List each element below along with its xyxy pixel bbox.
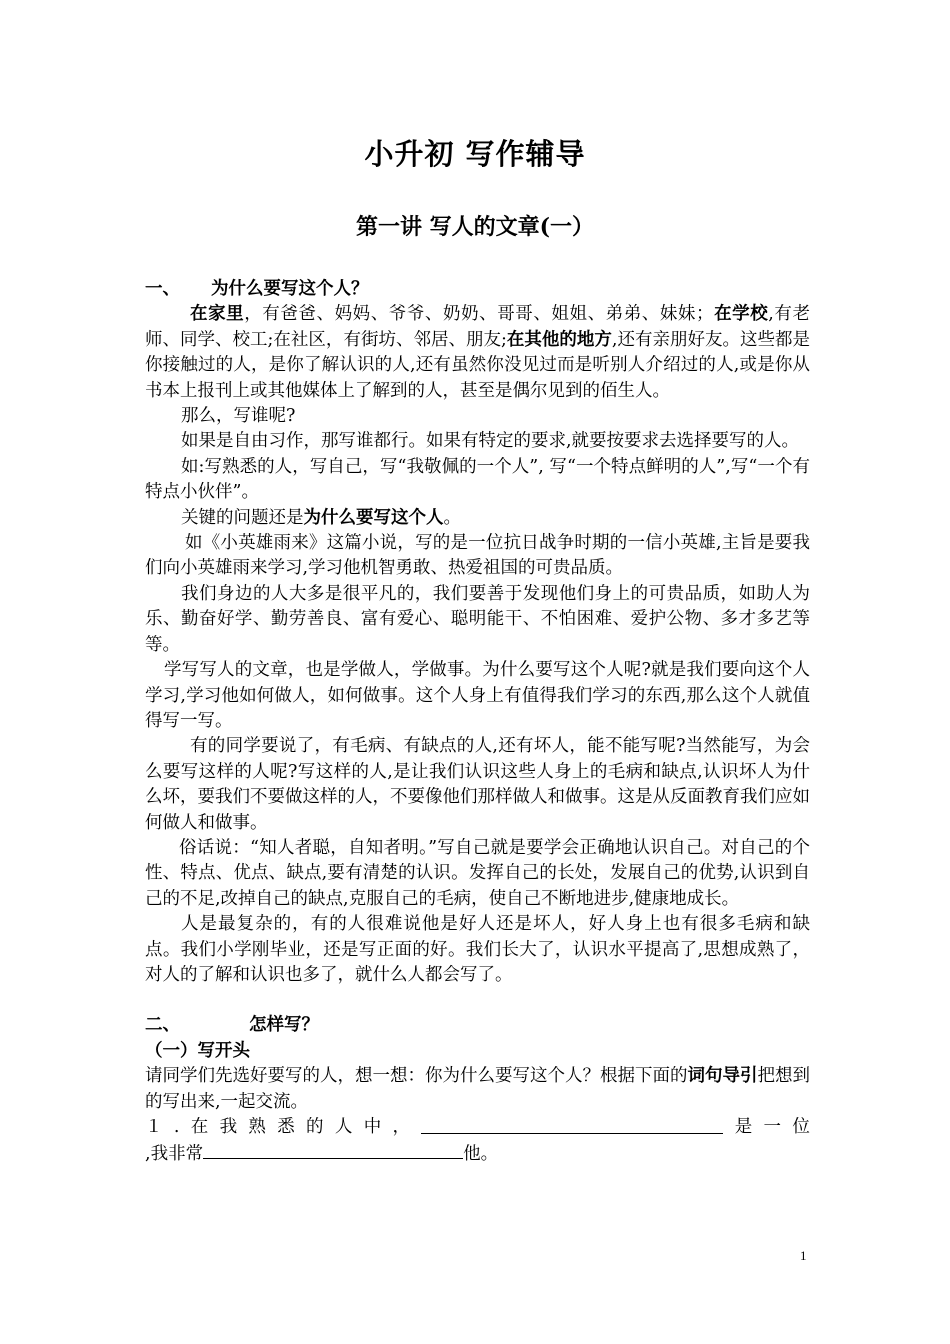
bold-phrase: 在其他的地方	[506, 329, 612, 350]
paragraph: 学写写人的文章，也是学做人，学做事。为什么要写这个人呢?就是我们要向这个人学习,学习他如何做人，如何做事。这个人身上有值得我们学习的东西,那么这个人就值得写一写。	[145, 660, 810, 731]
exercise-char: 一	[763, 1117, 782, 1137]
document-body	[145, 277, 810, 1168]
exercise-char: 在	[190, 1117, 209, 1137]
exercise-char: ，	[392, 1117, 411, 1137]
paragraph	[145, 302, 810, 404]
text-run: 。	[443, 507, 461, 528]
text-run: ,有老师、同学、校工;在社区，有街坊、邻居、朋友;	[145, 304, 811, 350]
paragraph: 如果是自由习作，那写谁都行。如果有特定的要求,就要按要求去选择要写的人。	[181, 431, 800, 452]
exercise-char: 熟	[248, 1117, 266, 1137]
subsection-heading: （一）写开头	[145, 1040, 250, 1061]
text-run: 他。	[463, 1144, 499, 1165]
paragraph: 如《小英雄雨来》这篇小说，写的是一位抗日战争时期的一信小英雄,主旨是要我们向小英雄雨来学习,学习他机智勇敢、热爱祖国的可贵品质。	[145, 533, 810, 579]
exercise-char: １	[145, 1117, 163, 1137]
page-title: 小升初 写作辅导	[364, 137, 586, 171]
section-heading-text: 怎样写？	[249, 1015, 319, 1036]
paragraph: 那么，写谁呢?	[181, 406, 296, 427]
section-heading-1	[145, 277, 810, 302]
exercise-char: 中	[363, 1117, 382, 1137]
spacer	[145, 988, 810, 1013]
exercise-char: 是	[734, 1117, 753, 1137]
paragraph	[145, 506, 810, 531]
section-heading-2	[145, 1013, 810, 1038]
text-run: 把想到的写出来,一起交流。	[145, 1066, 810, 1112]
paragraph	[145, 1064, 810, 1115]
exercise-char: 位	[792, 1117, 810, 1137]
text-run: ,我非常	[145, 1144, 204, 1165]
exercise-char: 人	[334, 1117, 353, 1137]
text-run: ,还有亲朋好友。这些都是你接触过的人，是你了解认识的人,还有虽然你没见过而是听别人介绍过的人,或是你从书本上报刊上或其他媒体上了解到的人，甚至是偶尔见到的佰生人。	[145, 329, 811, 401]
bold-phrase: 在家里	[190, 304, 245, 325]
exercise-char: .	[173, 1117, 180, 1137]
section-number: 二、	[145, 1015, 180, 1036]
exercise-char: 悉	[277, 1117, 295, 1137]
lecture-subtitle: 第一讲 写人的文章(一）	[355, 214, 595, 240]
paragraph: 如:写熟悉的人，写自己，写“我敬佩的一个人”, 写“一个特点鲜明的人”,写“一个有特点小伙伴”。	[145, 456, 810, 503]
section-number: 一、	[145, 279, 180, 299]
paragraph: 我们身边的人大多是很平凡的，我们要善于发现他们身上的可贵品质，如助人为乐、勤奋好学、勤劳善良、富有爱心、聪明能干、不怕困难、爱护公物、多才多艺等等。	[145, 583, 810, 655]
fill-in-blank[interactable]	[203, 1140, 463, 1159]
page-number: 1	[800, 1248, 807, 1263]
exercise-char: 的	[306, 1117, 324, 1137]
exercise-row-1	[145, 1115, 810, 1140]
bold-phrase: 在学校	[713, 304, 769, 325]
fill-in-blank[interactable]	[421, 1115, 723, 1134]
bold-phrase: 词句导引	[687, 1066, 758, 1087]
bold-phrase: 为什么要写这个人	[303, 507, 444, 528]
exercise-row-2	[145, 1140, 810, 1167]
paragraph: 有的同学要说了，有毛病、有缺点的人,还有坏人，能不能写呢?当然能写，为会么要写这样的人呢?写这样的人,是让我们认识这些人身上的毛病和缺点,认识坏人为什么坏，要我们不要做这样的人，不要像他们那样做人和做事。这是从反面教育我们应如何做人和做事。	[145, 736, 810, 833]
text-run: ，有爸爸、妈妈、爷爷、奶奶、哥哥、姐姐、弟弟、妹妹；	[244, 304, 714, 325]
text-run: 关键的问题还是	[181, 507, 304, 528]
paragraph: 俗话说：“知人者聪，自知者明。”写自己就是要学会正确地认识自己。对自己的个性、特点、优点、缺点,要有清楚的认识。发挥自己的长处，发展自己的优势,认识到自己的不足,改掉自己的缺点,克服自己的毛病，使自己不断地进步,健康地成长。	[145, 837, 810, 909]
paragraph: 人是最复杂的，有的人很难说他是好人还是坏人，好人身上也有很多毛病和缺点。我们小学刚毕业，还是写正面的好。我们长大了，认识水平提高了,思想成熟了，对人的了解和认识也多了，就什么人都会写了。	[145, 914, 810, 985]
exercise-char: 我	[219, 1117, 238, 1137]
section-heading-text: 为什么要写这个人？	[211, 279, 369, 299]
text-run: 请同学们先选好要写的人，想一想：你为什么要写这个人？根据下面的	[145, 1066, 688, 1087]
